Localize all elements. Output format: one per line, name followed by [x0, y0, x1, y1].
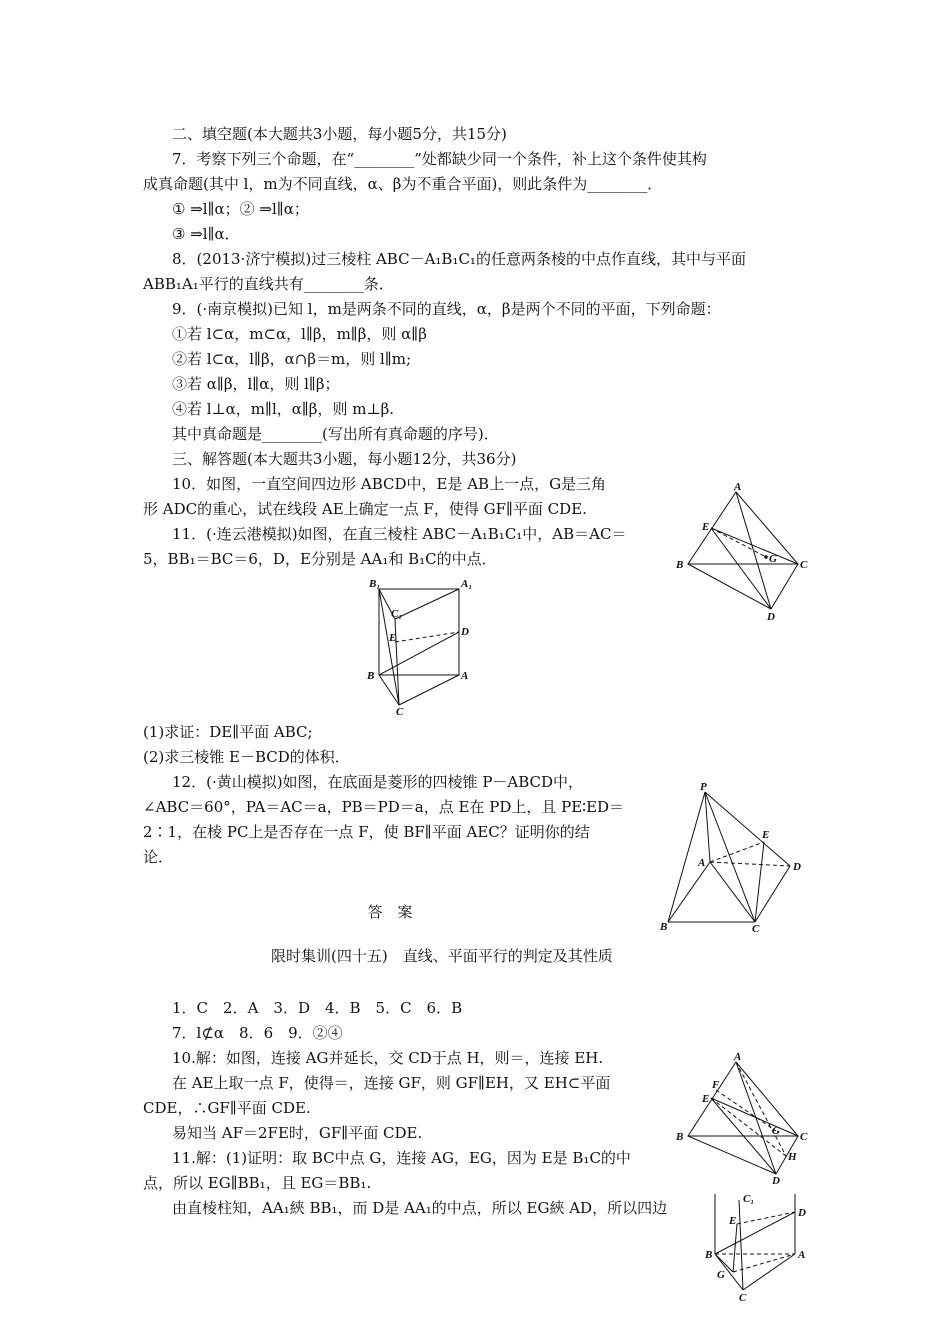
q7-line2: 成真命题(其中 l，m为不同直线，α、β为不重合平面)，则此条件为________． [143, 175, 663, 193]
q9-prop-2: ②若 l⊂α，l∥β，α∩β＝m，则 l∥m; [172, 350, 412, 368]
label: C [800, 1131, 808, 1143]
figure-prism-answer11 [703, 1190, 813, 1305]
label: B [367, 670, 375, 682]
answer10-line3: CDE，∴GF∥平面 CDE. [143, 1099, 311, 1117]
label: C [800, 559, 808, 571]
q9-ask: 其中真命题是________(写出所有真命题的序号)． [172, 425, 499, 443]
label: E [729, 1215, 737, 1227]
q9-prop-1: ①若 l⊂α，m⊂α，l∥β，m∥β，则 α∥β [172, 325, 427, 343]
label: H [788, 1151, 797, 1163]
label: G [717, 1269, 725, 1281]
label: E [389, 632, 397, 644]
q7-option-1-2: ① ⇒l∥α；② ⇒l∥α； [172, 200, 309, 218]
label: C [752, 923, 760, 935]
q12-line1: 12．(·黄山模拟)如图，在底面是菱形的四棱锥 P－ABCD中， [172, 773, 584, 791]
label: G [769, 553, 777, 565]
label: A [798, 1249, 806, 1261]
label: C₁ [743, 1193, 755, 1205]
q8-line1: 8．(2013·济宁模拟)过三棱柱 ABC－A₁B₁C₁的任意两条棱的中点作直线，其中与平面 [172, 250, 746, 268]
q10-line2: 形 ADC的重心，试在线段 AE上确定一点 F，使得 GF∥平面 CDE. [143, 500, 587, 518]
label: B [705, 1249, 713, 1261]
q11-part2: (2)求三棱锥 E－BCD的体积． [143, 748, 350, 766]
answer10-line4: 易知当 AF＝2FE时，GF∥平面 CDE. [172, 1124, 423, 1142]
answer11-line2: 点，所以 EG∥BB₁，且 EG＝BB₁. [143, 1174, 372, 1192]
label: A [734, 481, 742, 493]
label: A₁ [461, 578, 473, 590]
label: E [702, 521, 710, 533]
label: B [676, 559, 684, 571]
answer10-line2: 在 AE上取一点 F，使得＝，连接 GF，则 GF∥EH，又 EH⊂平面 [172, 1074, 611, 1092]
label: C [396, 706, 404, 718]
q12-line4: 论． [143, 848, 174, 866]
label: D [461, 626, 469, 638]
label: D [772, 1175, 780, 1187]
label: A [734, 1051, 742, 1063]
answers-1-6: 1．C 2．A 3．D 4．B 5．C 6．B [172, 999, 463, 1017]
q9-prop-4: ④若 l⊥α，m∥l，α∥β，则 m⊥β. [172, 400, 395, 418]
figure-tetrahedron-answer10 [676, 1051, 816, 1187]
q9-prop-3: ③若 α∥β，l∥α，则 l∥β； [172, 375, 340, 393]
figure-prism-q11 [367, 577, 487, 717]
q12-line2: ∠ABC＝60°，PA＝AC＝a，PB＝PD＝a，点 E在 PD上，且 PE∶ED＝ [143, 798, 625, 816]
section-solve-heading: 三、解答题(本大题共3小题，每小题12分，共36分) [172, 450, 517, 468]
label: B₁ [369, 578, 381, 590]
label: G [772, 1125, 780, 1137]
label: A [461, 670, 469, 682]
label: D [793, 861, 801, 873]
answers-heading: 答 案 [367, 903, 413, 921]
figure-tetrahedron-q10 [676, 481, 816, 624]
q7-line1: 7．考察下列三个命题，在“________”处都缺少同一个条件，补上这个条件使其构 [172, 150, 707, 168]
label: A [698, 857, 706, 869]
answer11-line3: 由直棱柱知，AA₁綊 BB₁，而 D是 AA₁的中点，所以 EG綊 AD，所以四边 [172, 1199, 668, 1217]
figure-pyramid-q12 [660, 781, 810, 935]
answers-subheading: 限时集训(四十五) 直线、平面平行的判定及其性质 [271, 947, 613, 965]
q10-line1: 10．如图，一直空间四边形 ABCD中，E是 AB上一点，G是三角 [172, 475, 607, 493]
label: C [739, 1292, 747, 1304]
q11-line1: 11．(·连云港模拟)如图，在直三棱柱 ABC－A₁B₁C₁中，AB＝AC＝ [172, 525, 627, 543]
label: B [676, 1131, 684, 1143]
section-fill-heading: 二、填空题(本大题共3小题，每小题5分，共15分) [172, 125, 507, 143]
q7-option-3: ③ ⇒l∥α． [172, 225, 240, 243]
answer10-line1: 10.解：如图，连接 AG并延长，交 CD于点 H，则＝，连接 EH. [172, 1049, 604, 1067]
label: C₁ [391, 608, 403, 620]
answers-7-9: 7．l⊄α 8．6 9．②④ [172, 1024, 343, 1042]
q8-line2: ABB₁A₁平行的直线共有________条． [143, 275, 394, 293]
label: D [798, 1207, 806, 1219]
answer11-line1: 11.解：(1)证明：取 BC中点 G，连接 AG，EG，因为 E是 B₁C的中 [172, 1149, 631, 1167]
q11-line2: 5，BB₁＝BC＝6，D，E分别是 AA₁和 B₁C的中点． [143, 550, 497, 568]
q9-line1: 9．(·南京模拟)已知 l，m是两条不同的直线，α，β是两个不同的平面，下列命题： [172, 300, 721, 318]
label: E [702, 1093, 710, 1105]
q12-line3: 2∶1，在棱 PC上是否存在一点 F，使 BF∥平面 AEC？证明你的结 [143, 823, 590, 841]
label: B [660, 921, 668, 933]
label: D [767, 611, 775, 623]
label: E [762, 829, 770, 841]
q11-part1: (1)求证：DE∥平面 ABC; [143, 723, 313, 741]
label: P [700, 781, 707, 793]
label: F [712, 1079, 720, 1091]
